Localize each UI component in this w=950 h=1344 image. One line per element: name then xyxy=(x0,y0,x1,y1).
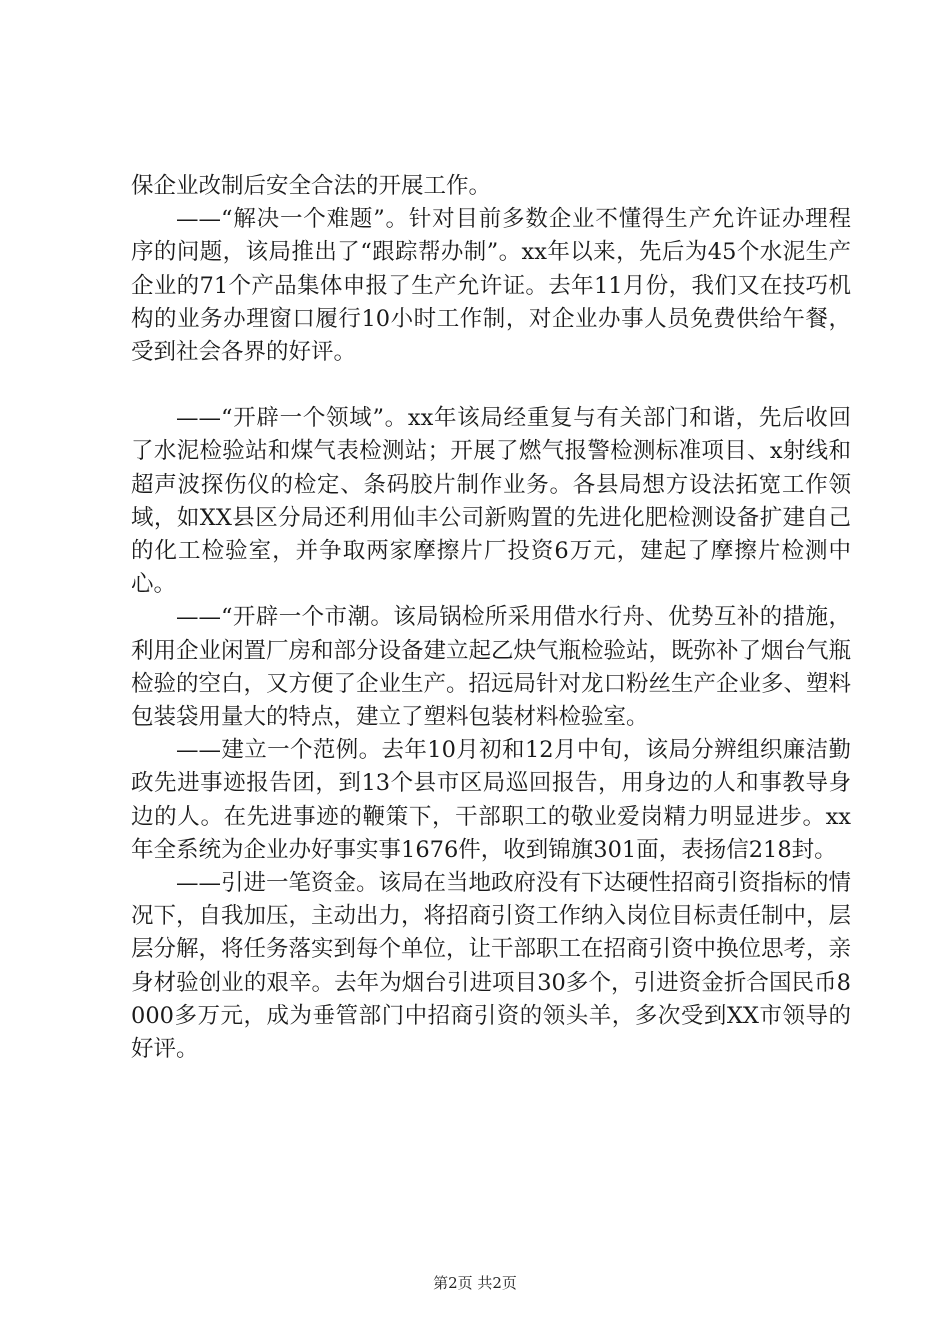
document-body xyxy=(131,170,851,1066)
page-footer: 第2页 共2页 xyxy=(433,1274,517,1292)
paragraph-set-example: ——建立一个范例。去年10月初和12月中旬，该局分辨组织廉洁勤政先进事迹报告团，到13个县市区局巡回报告，用身边的人和事教导身边的人。在先进事迹的鞭策下，干部职工的敬业爱岗精力明显进步。xx年全系统为企业办好事实事1676件，收到锦旗301面，表扬信218封。 xyxy=(131,737,851,863)
paragraph-solve-problem: ——“解决一个难题”。针对目前多数企业不懂得生产允许证办理程序的问题，该局推出了“跟踪帮办制”。xx年以来，先后为45个水泥生产企业的71个产品集体申报了生产允许证。去年11月份，我们又在技巧机构的业务办理窗口履行10小时工作制，对企业办事人员免费供给午餐，受到社会各界的好评。 xyxy=(131,206,851,366)
paragraph-open-field: ——“开辟一个领域”。xx年该局经重复与有关部门和谐，先后收回了水泥检验站和煤气表检测站；开展了燃气报警检测标准项目、x射线和超声波探伤仪的检定、条码胶片制作业务。各县局想方设法拓宽工作领域，如XX县区分局还利用仙丰公司新购置的先进化肥检测设备扩建自己的化工检验室，并争取两家摩擦片厂投资6万元，建起了摩擦片检测中心。 xyxy=(131,405,851,598)
paragraph-open-market: ——“开辟一个市潮。该局锅检所采用借水行舟、优势互补的措施，利用企业闲置厂房和部分设备建立起乙炔气瓶检验站，既弥补了烟台气瓶检验的空白，又方便了企业生产。招远局针对龙口粉丝生产企业多、塑料包装袋用量大的特点，建立了塑料包装材料检验室。 xyxy=(131,604,852,731)
paragraph-attract-funds: ——引进一笔资金。该局在当地政府没有下达硬性招商引资指标的情况下，自我加压，主动出力，将招商引资工作纳入岗位目标责任制中，层层分解，将任务落实到每个单位，让干部职工在招商引资中换位思考，亲身材验创业的艰辛。去年为烟台引进项目30多个，引进资金折合国民币8000多万元，成为垂管部门中招商引资的领头羊，多次受到XX市领导的好评。 xyxy=(131,870,852,1063)
paragraph-continuation: 保企业改制后安全合法的开展工作。 xyxy=(131,173,492,199)
